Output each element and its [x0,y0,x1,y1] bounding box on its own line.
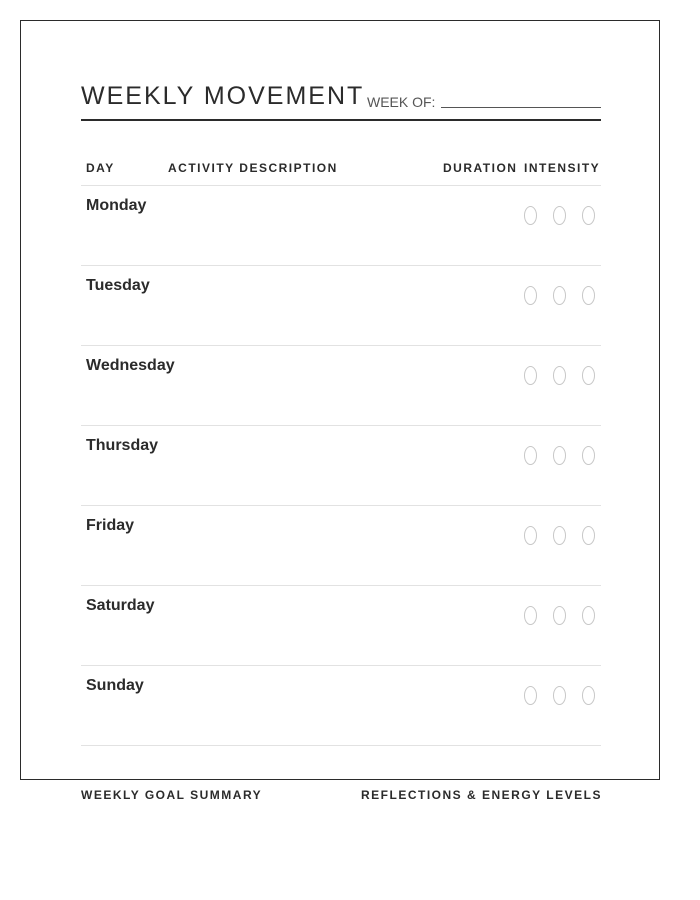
intensity-bubble-2[interactable] [553,526,566,545]
intensity-bubble-3[interactable] [582,206,595,225]
day-row-wednesday [81,346,601,426]
day-label: Friday [86,517,135,534]
intensity-selector [524,286,599,308]
intensity-selector [524,686,599,708]
intensity-bubble-3[interactable] [582,446,595,465]
intensity-bubble-2[interactable] [553,206,566,225]
intensity-bubble-2[interactable] [553,366,566,385]
day-label: Tuesday [86,277,150,294]
day-label: Thursday [86,437,159,454]
intensity-bubble-1[interactable] [524,526,537,545]
intensity-bubble-1[interactable] [524,366,537,385]
column-header-activity: ACTIVITY DESCRIPTION [168,161,338,175]
column-header-intensity: INTENSITY [524,161,601,175]
intensity-bubble-1[interactable] [524,686,537,705]
intensity-bubble-2[interactable] [553,286,566,305]
intensity-selector [524,526,599,548]
reflections-heading: REFLECTIONS & ENERGY LEVELS [361,788,602,802]
intensity-bubble-3[interactable] [582,606,595,625]
week-of-field[interactable] [441,107,601,108]
day-row-monday [81,186,601,266]
intensity-bubble-1[interactable] [524,206,537,225]
day-label: Sunday [86,677,144,694]
intensity-bubble-2[interactable] [553,606,566,625]
page-title: WEEKLY MOVEMENT [81,82,365,110]
weekly-goal-summary-heading: WEEKLY GOAL SUMMARY [81,788,263,802]
intensity-selector [524,366,599,388]
intensity-selector [524,206,599,228]
intensity-bubble-1[interactable] [524,606,537,625]
intensity-bubble-1[interactable] [524,286,537,305]
intensity-selector [524,606,599,628]
day-row-tuesday [81,266,601,346]
intensity-bubble-1[interactable] [524,446,537,465]
day-label: Monday [86,197,147,214]
intensity-selector [524,446,599,468]
title-divider [81,119,601,121]
intensity-bubble-2[interactable] [553,446,566,465]
week-of-label: WEEK OF: [367,94,436,110]
day-row-thursday [81,426,601,506]
day-row-saturday [81,586,601,666]
day-row-sunday [81,666,601,746]
column-header-day: DAY [86,161,115,175]
intensity-bubble-3[interactable] [582,286,595,305]
day-row-friday [81,506,601,586]
intensity-bubble-3[interactable] [582,526,595,545]
intensity-bubble-2[interactable] [553,686,566,705]
intensity-bubble-3[interactable] [582,686,595,705]
column-header-duration: DURATION [443,161,518,175]
planner-sheet [20,20,660,780]
intensity-bubble-3[interactable] [582,366,595,385]
day-label: Saturday [86,597,155,614]
day-label: Wednesday [86,357,175,374]
